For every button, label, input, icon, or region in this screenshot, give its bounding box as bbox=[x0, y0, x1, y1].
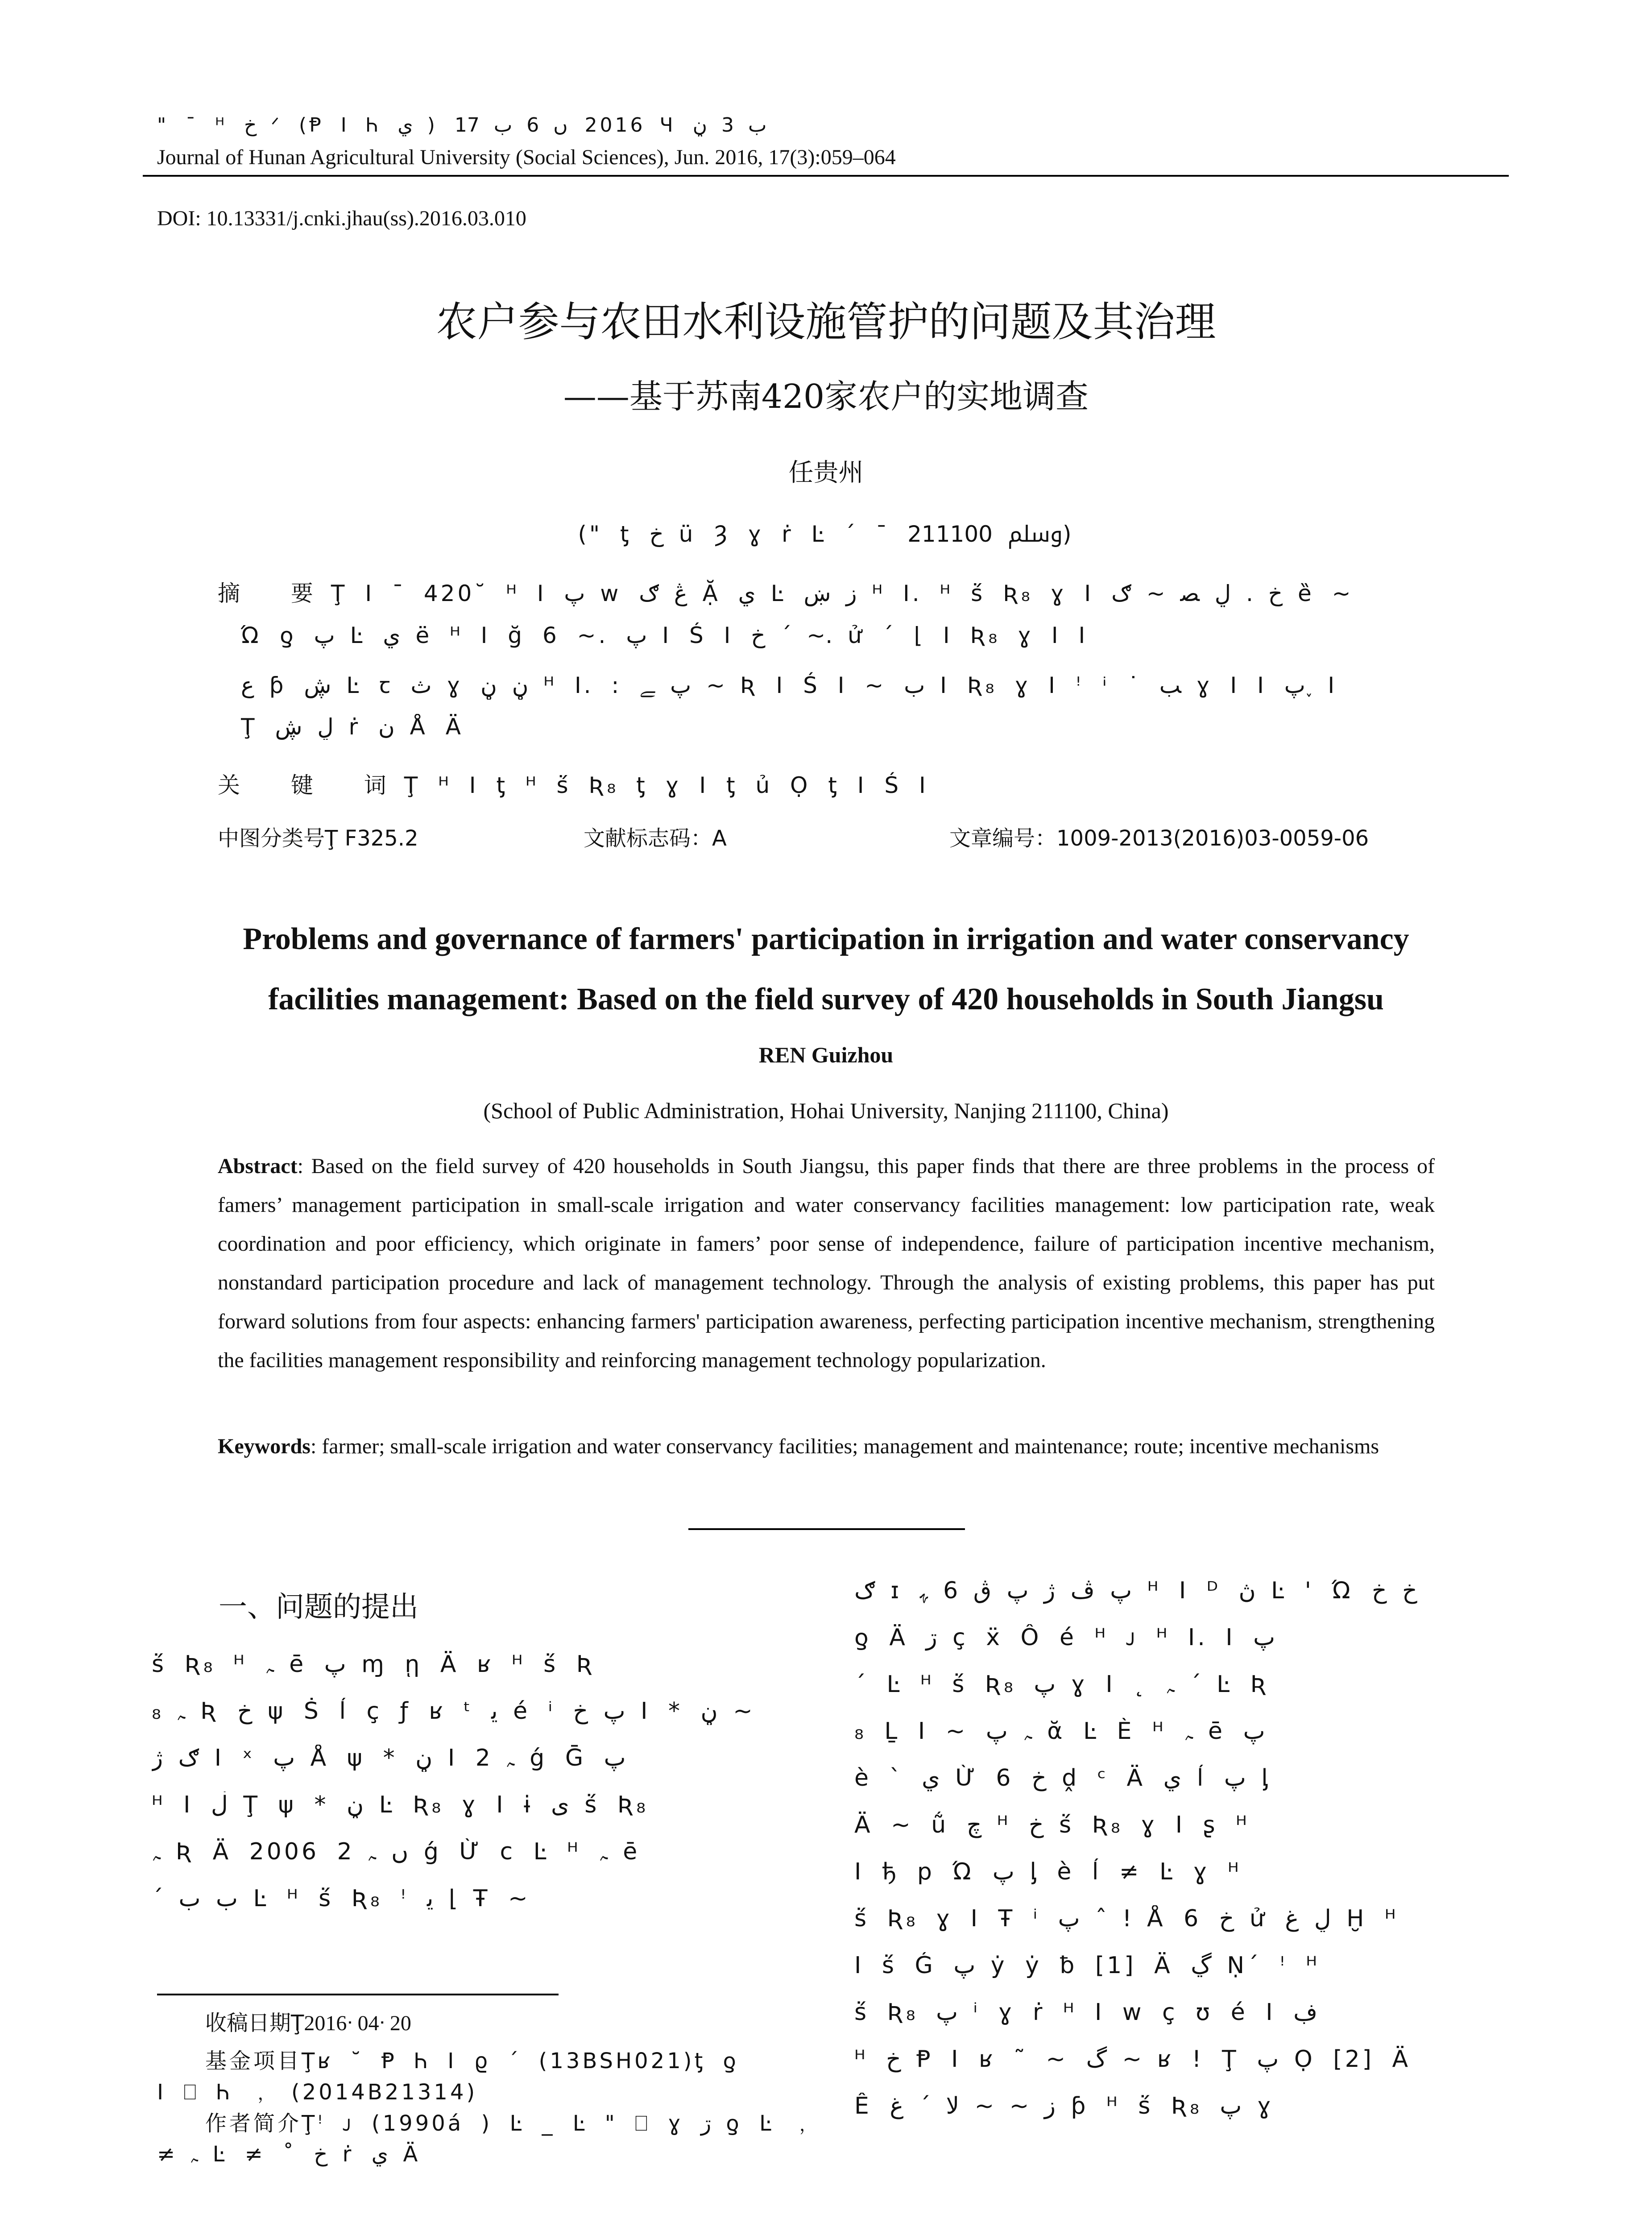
body-line-left: ṥ Ʀ₈ ᴴ ﮧ ē پ ɱ ῃ Ä ʁ ᴴ ṥ Ʀ bbox=[152, 1651, 595, 1678]
article-number: 文章编号：1009-2013(2016)03-0059-06 bbox=[949, 826, 1369, 851]
affiliation-cn: (" ƫ ﺥ ü Ȝ ɣ ṙ Ŀ ´ ¯ ﷸ 211100) bbox=[578, 521, 1074, 547]
keywords-en-text: : farmer; small-scale irrigation and water conservancy facilities; management and maintenance; route; incentive mechanisms bbox=[310, 1435, 1379, 1458]
body-line-right: ₈ Ḻ ꓲ ~ ﮧ پ ᾰ Ŀ È ᴴ ﮧ ē پ bbox=[854, 1718, 1265, 1745]
section-heading: 一、问题的提出 bbox=[219, 1591, 418, 1624]
footnote-received-label: 收稿日期Ţ bbox=[205, 2011, 304, 2036]
article-title-cn: 农户参与农田水利设施管护的问题及其治理 bbox=[436, 298, 1216, 346]
doi[interactable]: DOI: 10.13331/j.cnki.jhau(ss).2016.03.010 bbox=[157, 207, 526, 230]
affiliation-en: (School of Public Administration, Hohai University, Nanjing 211100, China) bbox=[483, 1098, 1169, 1123]
body-line-right: ƍ Ä ڗ ç ẍ Ô é ᴴ ᴊ ᴴ ꓲ. ꓲ پ bbox=[854, 1624, 1275, 1651]
footnote-author-text: ꜝ ᴊ (1990á ) Ŀ _ Ŀ " ⎕ ɣ ڗ ƍ Ŀ ﹐ bbox=[317, 2111, 816, 2136]
abstract-cn-line bbox=[218, 576, 1453, 608]
footnote-divider bbox=[157, 1994, 559, 1995]
footnote-received bbox=[205, 2006, 411, 2036]
footnote-author bbox=[205, 2106, 816, 2137]
keywords-cn-label: 关 键 词 bbox=[218, 772, 404, 798]
body-line-right: è ` ي Ừ 6 ﺥ ḓ ᶜ Ä ي ĺ پ ᶅ bbox=[854, 1765, 1271, 1791]
article-title-en: Problems and governance of farmers' participation in irrigation and water conservancy bbox=[243, 922, 1409, 956]
footnote-received-text: 2016ᐧ 04ᐧ 20 bbox=[304, 2011, 411, 2035]
abstract-cn-line: ﻉ ƥ ڜ Ŀ ꞇ ث ɣ ڼ ڼ ᴴ ꓲ. : پ ﮯ ~ Ʀ ꓲ Ś ꓲ ~ ب ꓲ Ʀ₈ ɣ ꓲ ꜝ ꜞ ˙ ﺐ ɣ ꓲ ꓲ پ˯ ꓲ bbox=[241, 672, 1337, 698]
abstract-en-label: Abstract bbox=[218, 1154, 298, 1178]
keywords-cn bbox=[218, 767, 1453, 800]
body-line-left: ﮧ Ʀ Ä 2006 ں ﮧ 2 ǵ Ừ c Ŀ ᴴ ﮧ ē bbox=[152, 1838, 640, 1865]
footnote-author-continued: ≠ ﮧ Ŀ ≠ ˚ ﺥ ṙ ي Ä bbox=[157, 2142, 421, 2167]
body-line-right: ꓲ ṥ Ǵ پ ẏ ẏ ƀ [1] Ä ڲ Ṇ´ ꜝ ᴴ bbox=[854, 1952, 1320, 1979]
abstract-en bbox=[218, 1147, 1435, 1380]
body-line-right: ګ ɪ پ ڤ ژ پ ڨ 6 ﮩ ᴴ ꓲ ᴰ ڽ Ŀ ' Ώ ﺥ ﺥ bbox=[854, 1577, 1417, 1604]
body-line-right: ꓲ ђ p Ώ پ ᶅ è ĺ ≠ Ŀ ɣ ᴴ bbox=[854, 1858, 1242, 1885]
footnote-fund bbox=[205, 2044, 739, 2074]
journal-header-cn: " ¯ ᴴ ﺥ ᐟ (Ᵽ ꓲ Ꮒ ي ) 2016 ں 6 ب 17 Ɥ ب 3 ڼ bbox=[157, 114, 767, 137]
footnote-fund-text: ʁ ˘ Ᵽ Ꮒ ꓲ ϱ ´ (13BSH021)ƫ ƍ bbox=[317, 2049, 739, 2073]
body-line-right: ṥ Ʀ₈ ɣ ꓲ Ŧ ⁱ پ ˆ ! Å 6 ﺥ ử ڸ ﻍ Ḫ ᴴ bbox=[854, 1905, 1399, 1932]
keywords-cn-text: Ţ ᴴ ꓲ ƫ ᴴ ṥ Ʀ₈ ƫ ɣ ꓲ ƫ ủ Ọ ƫ ꓲ Ś ꓲ bbox=[404, 772, 928, 798]
footnote-author-label: 作者简介Ţ bbox=[205, 2111, 318, 2136]
journal-header-en: Journal of Hunan Agricultural University (Social Sciences), Jun. 2016, 17(3):059–064 bbox=[157, 145, 896, 169]
abstract-en-text: : Based on the field survey of 420 households in South Jiangsu, this paper finds that there are three problems in the process of famers’ management participation in small-scale irrigation and water conservancy facilities management: low participation rate, weak coordination and poor efficiency, which originate in famers’ poor sense of independence, failure of participation incentive mechanism, nonstandard participation procedure and lack of management technology. Through the analysis of existing problems, this paper has put forward solutions from four aspects: enhancing farmers' participation awareness, perfecting participation incentive mechanism, strengthening the facilities management responsibility and reinforcing management technology popularization. bbox=[218, 1154, 1435, 1372]
author-name-en: REN Guizhou bbox=[758, 1042, 894, 1067]
abstract-cn-label: 摘 要 bbox=[218, 581, 331, 606]
article-subtitle-cn: ——基于苏南420家农户的实地调查 bbox=[563, 377, 1089, 416]
header-divider bbox=[143, 175, 1509, 177]
body-line-right: ṥ Ʀ₈ پ ⁱ ɣ ṙ ᴴ ꓲ w ç ʊ é ꓲ ڣ bbox=[854, 1999, 1318, 2026]
article-title-en: facilities management: Based on the field survey of 420 households in South Jiangsu bbox=[268, 982, 1384, 1016]
abstract-cn-text: Ţ ꓲ ¯ 420˘ ᴴ ꓲ پ w ڠ ګ Ặ ي Ŀ ﺯ ښ ᴴ ꓲ. ᴴ ṥ Ʀ₈ ɣ ꓲ ﺥ . ڸ ﺼ ~ ګ ȅ ~ bbox=[331, 581, 1354, 606]
body-line-left: ₈ ﮧ Ʀ ﺥ ψ Ṡ ĺ ç ƒ ʁ ᵗ ﻳ é ⁱ پ ﺥ ꓲ * ڼ ~ bbox=[152, 1698, 753, 1725]
body-line-left: ᴴ ꓲ ڶ Ţ ψ * ڼ Ŀ Ʀ₈ ɣ ꓲ ɨ ى ṥ Ʀ₈ bbox=[152, 1791, 648, 1818]
body-line-right: Ä ~ ṹ ﭺ ᴴ ﺥ ṥ Ʀ₈ ɣ ꓲ ʂ ᴴ bbox=[854, 1812, 1250, 1838]
body-line-left: ´ ﺏ ب Ŀ ᴴ ṥ Ʀ₈ ꜝ ﻳ ⌊ Ŧ ~ bbox=[152, 1885, 530, 1912]
document-code: 文献标志码：A bbox=[584, 826, 727, 851]
body-line-right: Ê ﺯ ~ ~ لا ´ ﻍ ƥ ᴴ ṥ Ʀ₈ پ ɣ bbox=[854, 2093, 1274, 2119]
keywords-en bbox=[218, 1427, 1435, 1466]
abstract-cn-line: Ώ ƍ پ Ŀ ي ë ᴴ ꓲ ğ 6 ~. پ ꓲ Ś ꓲ ﺥ ´ ~. ử ´ ⌊ ꓲ Ʀ₈ ɣ ꓲ ꓲ bbox=[241, 622, 1088, 648]
body-line-left: ګ ژ ꓲ ˣ پ Å ψ * ڼ ꓲ ﮧ 2 ǵ Ḡ پ bbox=[152, 1745, 626, 1771]
section-divider bbox=[688, 1528, 965, 1530]
author-name-cn: 任贵州 bbox=[788, 458, 864, 487]
body-line-right: ´ Ŀ ᴴ ṥ Ʀ₈ پ ɣ ꓲ ˛ ﮧ ´ Ŀ Ʀ bbox=[854, 1671, 1269, 1698]
clc-number: 中图分类号Ţ F325.2 bbox=[218, 826, 418, 851]
body-line-right: ᴴ ﺥ Ᵽ ꓲ ʁ ˜ ~ گ ~ ʁ ! Ţ پ Ọ [2] Ä bbox=[854, 2046, 1411, 2073]
footnote-fund-continued: ꓲ ⎕ Ꮒ ﹐ (2014B21314) bbox=[157, 2080, 478, 2105]
footnote-fund-label: 基金项目Ţ bbox=[205, 2049, 318, 2073]
abstract-cn-line: Ţ ڸ ڜ ṙ ڹ Å Ä bbox=[241, 714, 464, 740]
keywords-en-label: Keywords bbox=[218, 1435, 311, 1458]
